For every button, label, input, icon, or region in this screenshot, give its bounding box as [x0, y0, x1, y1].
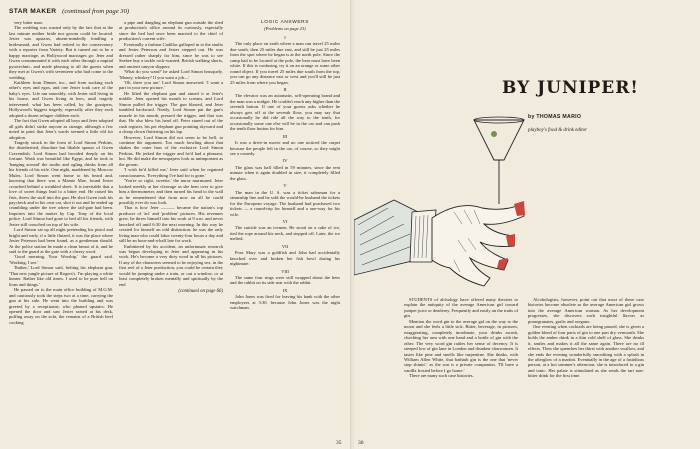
article-paragraph: There are many such case histories.: [409, 373, 474, 379]
article-column-1: [404, 297, 518, 441]
story-paragraph: very bitter man.: [14, 20, 43, 25]
story-paragraph: However, Lord Simon did not seem to be hell, to continue the argument. Too much howling about that shakes the outer bars of the exclusive Lord Simon Perkins. He jerked the trigger and he'd had a pleasant, hot. He did make the newspapers look as unimportant as the groom.: [119, 134, 223, 167]
logic-answers-title: LOGIC ANSWERS: [260, 20, 310, 25]
article-paragraph: One evening when cocktails are being passed, she is given a golden blend of four parts of gin to one part dry vermouth. She holds the amber drink in a thin cold shell of glass. She drinks it, smiles and makes it all the same again. There are no ill effects. Then she quenches her thirst with another swallow, and she ends the evening wonderfully smoothing with a splash in the afterglow of a martini. Eventually in the age of a fastidious person, at a hot summer's afternoon, she is introduced to a gin and tonic. Her palate is stimulated as she sends the tart non-bitter drink for the first time.: [528, 324, 644, 379]
page-number-left: 35: [336, 440, 342, 446]
logic-answers-subtitle: (Problems on page 23): [264, 26, 306, 32]
story-paragraph: 'Rather,' Lord Simon said, hefting his elephant gun. 'That new jungle picture of Rogers's. I'm playing a white hunter. Rather like old times. I used to be pure hell on lions and things.': [9, 265, 113, 287]
logic-answer-text: The man in the U. S. was a ticket salesman for a steamship line and he sold the would-be husband the tickets for the European voyage. The husband had purchased two tickets — a round-trip for himself and a one-way for his wife.: [230, 189, 340, 217]
running-head: [9, 8, 129, 15]
story-paragraph: Eventually a fashion Cadillac galloped in to the studio and Jester Peterson and Jester stepped out. He was dressed rather sharply for him, since he was to see Seabee buy a tackle rock-wanted, British walking shorts, and ancient canyon slippers.: [119, 41, 223, 69]
story-paragraph: 'Good morning, Your Worship,' the guard said. 'Working, I see.': [9, 254, 113, 265]
story-paragraph: The wedding was wasted only by the fact that at the last minute neither bride nor groom could be located. Jester was upstairs, absent-mindedly fondling a bridesmaid, and Gwen had retired to the conservatory with a reporter from Variety. But it turned out to be a happy marriage, as Hollywood marriages go: Jeter and Gwen consummated it with each other through a nuptial pyrotechnic, and made pleasing to all the guests when they met at Gwen's with seventeen who had come to the wedding.: [9, 25, 113, 80]
logic-answer-text: The same four rings were still wrapped about the bees and the rabbit on its side rear with the rabbit.: [230, 275, 340, 286]
editor-credit: playboy's food & drink editor: [528, 128, 588, 133]
logic-answer-text: It was a drive-in movie and no one noticed the carpet because the people left in the car, of course, so they might see a comedy.: [230, 140, 340, 156]
article-paragraph: STUDENTS of alchology have offered many theories to explain the antiquity of the average American girl toward juniper juice or deaderey. Frequently and easily an the traits of gin.: [404, 297, 518, 319]
logic-answer-text: The only place on earth where a man can travel 25 miles due south, then 25 miles due east, and still be just 25 miles from the spot where he began is at the north pole. Since the camp had to be located at the pole, the bear must have been white. If this is confusing, try it on an orange or some other round object. If you travel 25 miles due south from the top, you can go any distance east or west and you'll still be just 25 miles from where you began.: [230, 41, 340, 85]
logic-answer-number: V: [283, 183, 287, 189]
story-column-2: [119, 20, 223, 436]
story-paragraph: 'Oh, there you are,' Lord Simon answered. 'I want a part in your new picture.': [119, 79, 223, 91]
story-column-1: [9, 20, 113, 436]
story-paragraph: Tragedy struck in the form of Lord Simon Perkins, the disinherited, dissolute but likable spouse of Gwen Cravendish. Lord Simon had brooded deeply on his fortune. Wash was beautiful like Egypt, and he took to 'hanging around' the studio and ogling drinks from all his friends of his wife. One night, maddened by Moscow Mules, Lord Simon went home to his beard and, knowing that there was a Mamie Mae, found Jester crouched behind a wrinkled sheet. It is inevitable that a love of sweet things lead to a bitter end. He raised his fists, threw the stuff into the gun. He shot Gwen took his paycheck and to his own car, shot it out and he ended up crumbling under the tree where the tail-gate had been. Inquiries into the matter by Cap. Tony of the local police: Lord Simon had gone to bed all his friends, with Jester still crouched on top of his wife.: [9, 139, 113, 227]
article-column-2: [528, 297, 644, 441]
continued-from-note: (continued from page 30): [62, 8, 130, 15]
story-paragraph: Kathleen from Dinner, inc., and from sucking each other's eyes and egos, and one Jester took care of the baby's eyes. Life ran smoothly, with Jester still living in his house, and Gwen living in hers, until tragedy intervened: what has been called, by the gossipers, Hollywood's biggest tragedy, especially after they each adopted a dozen refugee children each.: [9, 79, 113, 118]
logic-answer-number: VI: [282, 218, 288, 224]
logic-answer-number: IX: [282, 287, 288, 293]
story-paragraph: a pipe and dangling an elephant gun outside the shed at production's office around its curiously, especially since the bed had once been married to the chief of production's current wife.: [119, 20, 223, 42]
right-page: [354, 0, 700, 449]
article-paragraph: Alcohologists, however, point out that most of these case histories become obsolete as the average American girl grows into the average American woman. As her development progresses, she discovers such insightful flavors as pomegranates, garlic and oregano.: [528, 297, 644, 324]
logic-answer-text: Poor Mary was a goldfish and John had accidentally knocked over and broken her fish bowl during his nightmare.: [230, 250, 340, 267]
logic-answers-box: [230, 20, 340, 440]
hand-holding-glass-illustration: [354, 100, 526, 305]
logic-answer-text: The glass was half filled in 59 minutes, since the tent minute when it again doubled in size, it completely filled the glass.: [230, 164, 340, 181]
story-paragraph: 'You're so right, sweetie,' the nurse murmured. Jeter looked meekly at her cleavage as she bent over to give him a thermometer, and then turned his head to the wall as he remembered that from now on all he could possibly ever do was look.: [119, 178, 223, 205]
logic-answer-number: VIII: [281, 268, 289, 274]
logic-answer-number: II: [283, 86, 287, 92]
story-paragraph: Lord Simon sat up all night pretending his pistol and bright and early, if a little flutzed, it was the place where Jester Peterson had been found, as a gentleman should. At the police station he made a clean breast of it, and he said to the guard at the gate with a cheery word.: [9, 227, 113, 255]
logic-answer-text: John Jones was fired for leaving his bank with the other employees at 3:30, because John Jones was the night watchman.: [230, 294, 340, 311]
continued-to-note: (continued on page 66): [178, 289, 223, 295]
article-paragraph: Mention the word gin to the average gal on the way to the moon and she feels a little sick. Bitter, beverage, in pictures, exaggerating, completely inordinate, your drinks awash, clutching her arm with one hand and a bottle of gin with the other. The very word gin rattles her sense of decency. It is steeped low of gin lane in London and drunken charwomen. It tastes like pine and smells like turpentine. She thinks, with William Allen White, that bathtub gin is the one that 'never stop shinin',' as the sun is a private companion. 'I'll have a vanilla frosted before I go home.': [404, 318, 518, 373]
article-byline: by THOMAS MARIO: [528, 114, 582, 120]
page-number-right: 36: [358, 440, 364, 446]
story-paragraph: 'I wish he'd killed me,' Jeter said when he regained consciousness. 'Everything I've had for is gone.': [119, 167, 223, 178]
magazine-name: STAR MAKER: [9, 8, 57, 15]
logic-answer-text: The elevator was an automatic, self-operating brand and the man was a midget. He couldn't reach any higher than the seventh button. If one of your guests asks whether he always gets off at the seventh floor, you may say that occasionally he did ride all the way to the tenth, for occasionally some one else will be in the car and can push the tenth floor button for him.: [230, 93, 340, 132]
story-paragraph: 'What do you want?' he asked Lord Simon brusquely. 'Money, whiskey? If you want a job—': [119, 69, 223, 80]
article-title: BY JUNIPER!: [502, 78, 639, 98]
logic-answer-number: I: [284, 34, 286, 40]
logic-answer-number: III: [282, 133, 288, 139]
logic-answer-number: VII: [281, 243, 289, 249]
story-paragraph: The fact that Gwen adopted all boys and Jeter adopted all girls didn't strike anyone as strange, although a few noted in print that Jeter's wards seemed a little old for adoption.: [9, 118, 113, 140]
logic-answer-number: IV: [282, 158, 288, 164]
story-paragraph: Embittered by his accident, an unfortunate research was begun developing in Jeter and appearing in his work. He's become a very dirty word in all his pictures. If any of the characters seemed to be enjoying sex, in the first reel of a Jeter production, you could be certain they would be jumping under a train, or out a window, or at least completely broken mentally and spiritually by the end: [119, 243, 223, 287]
story-paragraph: That is how Jeter ——— became the nation's top producer of 'art' and 'problem' pictures. His revenues grew, he threw himself into his work at 9 a.m. and never knocked off until 6:30 the next morning. In this way he created for himself an odd distinction: he was the only living man who could labor twenty-four hours a day and still be an hour-and-a-half late for work.: [119, 205, 223, 244]
logic-answer-text: The suicide was an icemen. He stood on a cake of ice, tied the rope around his neck, and stepped off. Later, the ice melted.: [230, 225, 340, 242]
story-paragraph: He passed on to the main office building of M.G.M. and cautiously took the steps two at a time, carrying the gun at his side. He went into the building and was greeted by a receptionist, who phoned upstairs. He opened the door and saw Jester seated at his desk, puffing away on the sofa, the remains of a British beef cooking: [9, 287, 113, 325]
story-paragraph: He lifted the elephant gun and aimed it at Jeter's middle. Jeter opened his mouth to scream, and Lord Simon pulled the trigger. The gun blasted, and Jeter tumbled backward. Neatly, Lord Simon put the gun's muzzle in his mouth, pressed the trigger, and that was that. He also blew his head off. Peter stared out of the cash register, his pet elephant gun pointing skyward and a cheap clown fluttering on his lap.: [119, 90, 223, 135]
